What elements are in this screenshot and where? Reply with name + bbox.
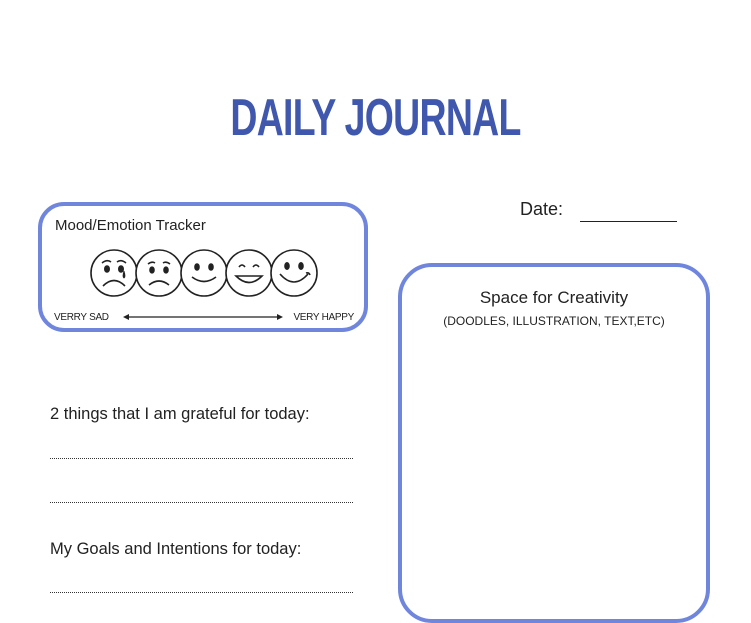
sad-face-icon[interactable] <box>136 250 182 296</box>
mood-tracker-label: Mood/Emotion Tracker <box>55 217 206 234</box>
creativity-box[interactable] <box>398 263 710 623</box>
mood-tracker-box <box>38 202 368 332</box>
goals-prompt: My Goals and Intentions for today: <box>50 540 302 558</box>
date-label: Date: <box>520 199 564 219</box>
grateful-line-1[interactable] <box>50 458 353 459</box>
smiling-face-icon[interactable] <box>226 250 272 296</box>
very-happy-face-icon[interactable] <box>271 250 317 296</box>
neutral-smile-face-icon[interactable] <box>181 250 227 296</box>
goals-line-1[interactable] <box>50 592 353 593</box>
creativity-title: Space for Creativity <box>479 288 629 307</box>
mood-scale-arrow <box>122 310 284 324</box>
mood-faces <box>88 246 328 302</box>
very-sad-face-icon[interactable] <box>91 250 137 296</box>
date-field[interactable] <box>580 221 677 222</box>
scale-left-label: VERRY SAD <box>54 312 109 323</box>
scale-right-label: VERY HAPPY <box>293 312 354 323</box>
grateful-prompt: 2 things that I am grateful for today: <box>50 405 310 423</box>
grateful-line-2[interactable] <box>50 502 353 503</box>
creativity-subtitle: (DOODLES, ILLUSTRATION, TEXT,ETC) <box>443 314 665 328</box>
page-title: DAILY JOURNAL <box>230 89 521 147</box>
